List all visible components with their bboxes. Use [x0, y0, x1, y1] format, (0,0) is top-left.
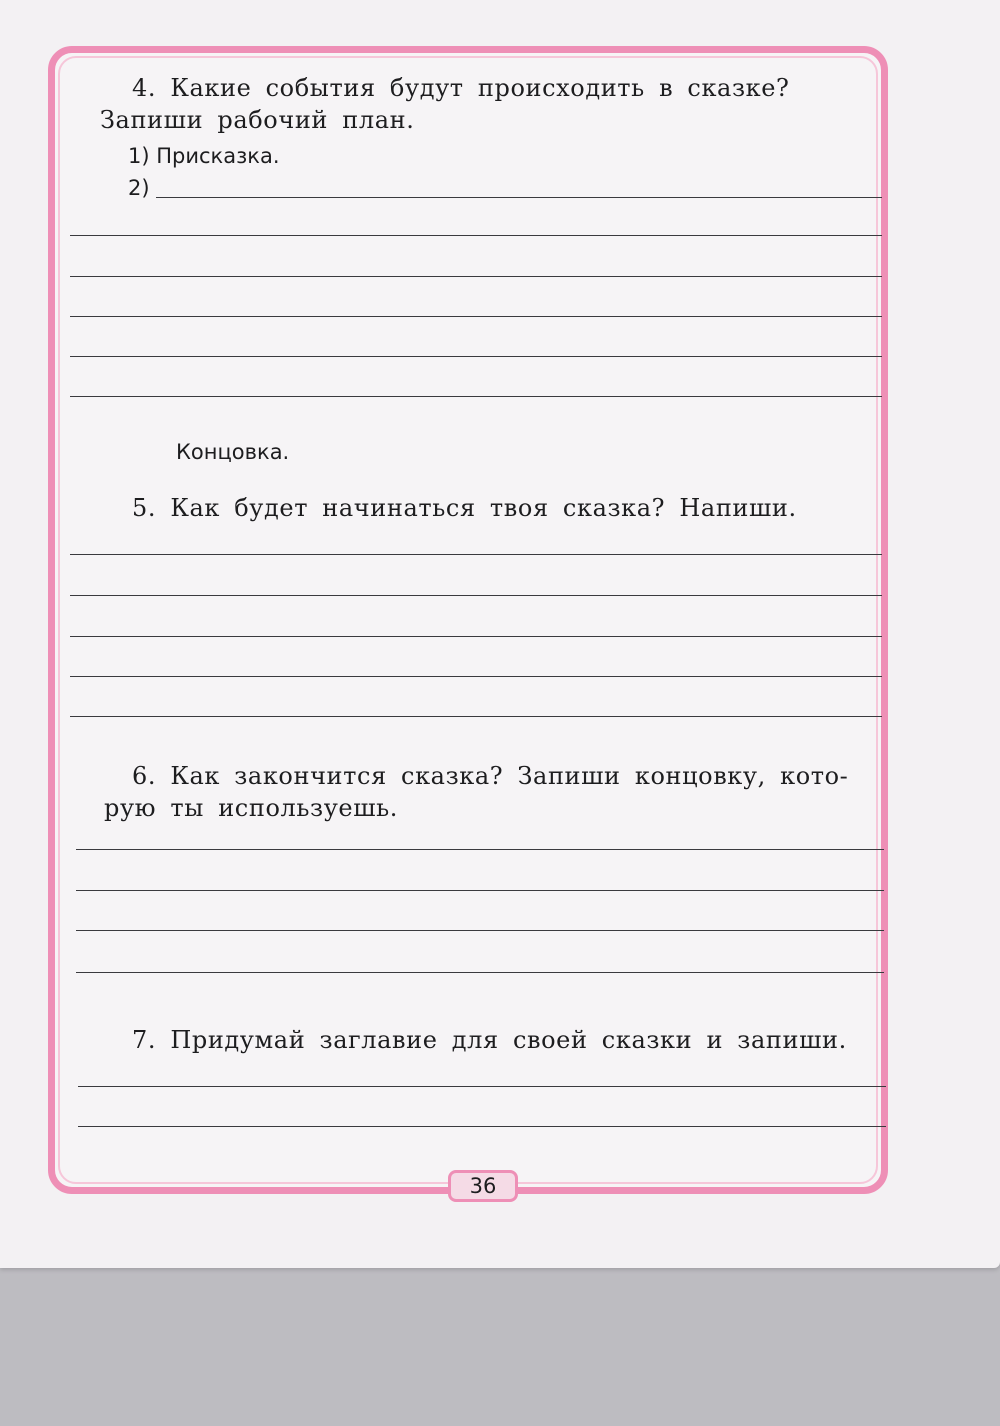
answer-line[interactable]	[70, 554, 882, 555]
task-7-question: 7. Придумай заглавие для своей сказки и запиши.	[132, 1026, 847, 1054]
task-5-question: 5. Как будет начинаться твоя сказка? Напиши.	[132, 494, 797, 522]
page-number: 36	[448, 1170, 518, 1202]
task-4-question-line1: 4. Какие события будут происходить в сказке?	[132, 74, 790, 102]
answer-line[interactable]	[70, 636, 882, 637]
pink-frame	[48, 46, 888, 1194]
task-4-item-1: 1) Присказка.	[128, 144, 280, 168]
task-6-question-line1: 6. Как закончится сказка? Запиши концовку, кото-	[132, 762, 849, 790]
answer-line[interactable]	[76, 849, 884, 850]
answer-line[interactable]	[76, 972, 884, 973]
task-4-ending-label: Концовка.	[176, 440, 290, 464]
answer-line[interactable]	[70, 676, 882, 677]
answer-line[interactable]	[78, 1086, 886, 1087]
answer-line[interactable]	[70, 316, 882, 317]
answer-line[interactable]	[70, 396, 882, 397]
answer-line[interactable]	[70, 235, 882, 236]
answer-line[interactable]	[70, 595, 882, 596]
task-6-question-line2: рую ты используешь.	[104, 794, 399, 822]
answer-line[interactable]	[70, 276, 882, 277]
answer-line[interactable]	[156, 197, 882, 198]
answer-line[interactable]	[70, 716, 882, 717]
answer-line[interactable]	[76, 890, 884, 891]
task-4-item-2: 2)	[128, 176, 150, 200]
answer-line[interactable]	[70, 356, 882, 357]
task-4-question-line2: Запиши рабочий план.	[100, 106, 415, 134]
answer-line[interactable]	[76, 930, 884, 931]
answer-line[interactable]	[78, 1126, 886, 1127]
